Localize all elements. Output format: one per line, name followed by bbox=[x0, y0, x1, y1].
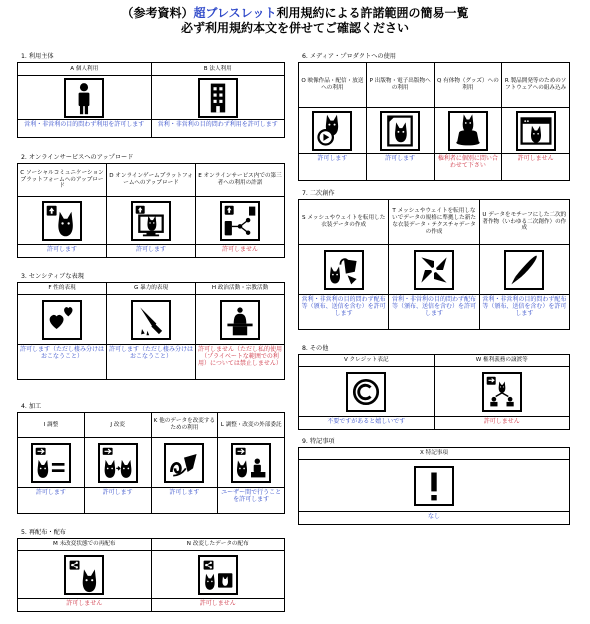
item-result: 許可します bbox=[317, 155, 348, 162]
permission-item bbox=[389, 200, 479, 329]
modify-icon bbox=[98, 443, 138, 483]
permission-item bbox=[299, 355, 435, 429]
transfer-icon bbox=[482, 372, 522, 412]
permission-item bbox=[299, 200, 389, 329]
permission-table bbox=[298, 62, 570, 181]
item-picture bbox=[480, 245, 569, 295]
item-header: B 法人利用 bbox=[152, 63, 285, 76]
item-header: X 特記事項 bbox=[299, 448, 569, 460]
section-label: 8. その他 bbox=[302, 345, 329, 352]
item-header: L 調整・改変の外部委託 bbox=[218, 413, 284, 438]
item-picture bbox=[85, 438, 151, 488]
section-label: 7. 二次創作 bbox=[302, 190, 335, 197]
item-picture bbox=[299, 460, 569, 512]
permission-item bbox=[85, 413, 152, 513]
item-result: 許可しません bbox=[66, 600, 103, 607]
redistribute-icon bbox=[64, 555, 104, 595]
book-icon bbox=[380, 111, 420, 151]
item-header: N 改変したデータの配布 bbox=[152, 539, 285, 551]
permission-table bbox=[17, 282, 285, 380]
transform-icon bbox=[164, 443, 204, 483]
item-header: A 個人利用 bbox=[18, 63, 151, 76]
item-picture bbox=[107, 295, 195, 345]
item-result: 許可しません bbox=[517, 155, 554, 162]
upload-cat-icon bbox=[42, 201, 82, 241]
permission-item bbox=[218, 413, 285, 513]
permission-item bbox=[196, 164, 285, 257]
video-play-icon bbox=[312, 111, 352, 151]
section-label: 5. 再配布・配布 bbox=[21, 529, 66, 536]
person-icon bbox=[64, 78, 104, 118]
permission-item bbox=[435, 355, 571, 429]
item-header: J 改変 bbox=[85, 413, 151, 438]
permission-item bbox=[18, 413, 85, 513]
item-result: ユーザー間で行うことを許可します bbox=[221, 489, 282, 504]
item-header: E オンラインサービス内での第三者への利用の許諾 bbox=[196, 164, 284, 197]
item-picture bbox=[299, 367, 434, 417]
item-result: 営利・非営利の目的問わず利用を許可します bbox=[24, 121, 145, 128]
item-header: Q 有体物（グッズ）への利用 bbox=[435, 63, 502, 108]
item-result: 許可します bbox=[135, 246, 166, 253]
item-header: S メッシュやウェイトを転用した衣装データの作成 bbox=[299, 200, 388, 245]
item-picture bbox=[299, 108, 366, 154]
section-label: 3. センシティブな表現 bbox=[21, 273, 84, 280]
permission-table bbox=[298, 199, 570, 330]
fabric-icon bbox=[414, 250, 454, 290]
distribute-modified-icon bbox=[198, 555, 238, 595]
item-header: R 製品開発等のためのソフトウェアへの組み込み bbox=[502, 63, 569, 108]
item-picture bbox=[18, 438, 84, 488]
building-icon bbox=[198, 78, 238, 118]
item-picture bbox=[389, 245, 478, 295]
item-header: F 性的表現 bbox=[18, 283, 106, 295]
hearts-icon bbox=[42, 300, 82, 340]
item-header: W 権利義務の譲渡等 bbox=[435, 355, 570, 367]
permission-item bbox=[18, 63, 152, 137]
permission-item bbox=[152, 539, 286, 611]
item-header: C ソーシャルコミュニケーションプラットフォームへのアップロード bbox=[18, 164, 106, 197]
item-result: 許可しません bbox=[483, 418, 520, 425]
item-picture bbox=[435, 108, 502, 154]
adjust-icon bbox=[31, 443, 71, 483]
item-picture bbox=[152, 551, 285, 599]
item-result: 許可しません（ただし私的使用（プライベートな範囲での利用）については禁止しません） bbox=[198, 346, 283, 368]
item-result: 許可します bbox=[169, 489, 200, 496]
item-result: 営利・非営利の目的問わず配布等（頒布、送信を含む）を許可します bbox=[482, 296, 567, 318]
item-picture bbox=[152, 76, 285, 120]
item-result: 権利者に個別に問い合わせて下さい bbox=[437, 155, 498, 170]
podium-icon bbox=[220, 300, 260, 340]
permission-table bbox=[298, 354, 570, 430]
permission-item bbox=[502, 63, 570, 180]
item-header: D オンラインゲームプラットフォームへのアップロード bbox=[107, 164, 195, 197]
item-result: 許可します bbox=[35, 489, 66, 496]
figurine-icon bbox=[448, 111, 488, 151]
item-result: なし bbox=[427, 513, 440, 520]
page-subtitle: 必ず利用規約本文を併せてご確認ください bbox=[180, 21, 409, 35]
permission-item bbox=[152, 413, 219, 513]
permission-table bbox=[17, 412, 285, 514]
permission-table bbox=[298, 447, 570, 525]
section-label: 6. メディア・プロダクトへの使用 bbox=[302, 53, 396, 60]
permission-item bbox=[367, 63, 435, 180]
exclamation-icon bbox=[414, 466, 454, 506]
item-picture bbox=[18, 295, 106, 345]
item-result: 営利・非営利の目的問わず配布等（頒布、送信を含む）を許可します bbox=[391, 296, 476, 318]
permission-item bbox=[18, 283, 107, 379]
section-label: 1. 利用主体 bbox=[21, 53, 54, 60]
section-label: 2. オンラインサービスへのアップロード bbox=[21, 154, 134, 161]
item-result: 許可します bbox=[102, 489, 133, 496]
item-result: 許可します（ただし棲み分けはおこなうこと） bbox=[109, 346, 194, 361]
item-picture bbox=[196, 197, 284, 245]
item-picture bbox=[18, 76, 151, 120]
item-header: V クレジット表記 bbox=[299, 355, 434, 367]
permission-item bbox=[107, 164, 196, 257]
page-title: （参考資料）超ブレスレット利用規約による許諾範囲の簡易一覧 bbox=[121, 6, 469, 20]
item-header: P 出版物・電子出版物への利用 bbox=[367, 63, 434, 108]
permission-item bbox=[299, 63, 367, 180]
permission-table bbox=[17, 62, 285, 138]
share-network-icon bbox=[220, 201, 260, 241]
permission-item bbox=[299, 448, 570, 524]
item-picture bbox=[196, 295, 284, 345]
item-header: I 調整 bbox=[18, 413, 84, 438]
item-header: U データをモチーフにした二次的著作物（いわゆる二次創作）の作成 bbox=[480, 200, 569, 245]
item-picture bbox=[218, 438, 284, 488]
item-picture bbox=[152, 438, 218, 488]
item-picture bbox=[299, 245, 388, 295]
item-picture bbox=[367, 108, 434, 154]
item-header: M 未改変状態での再配布 bbox=[18, 539, 151, 551]
item-result: 営利・非営利の目的問わず配布等（頒布、送信を含む）を許可します bbox=[301, 296, 386, 318]
permission-item bbox=[18, 539, 152, 611]
permission-item bbox=[435, 63, 503, 180]
item-picture bbox=[18, 197, 106, 245]
item-result: 許可します（ただし棲み分けはおこなうこと） bbox=[20, 346, 105, 361]
knife-icon bbox=[131, 300, 171, 340]
permission-item bbox=[18, 164, 107, 257]
item-picture bbox=[107, 197, 195, 245]
section-label: 9. 特記事項 bbox=[302, 438, 335, 445]
item-result: 営利・非営利の目的問わず利用を許可します bbox=[157, 121, 278, 128]
permission-table bbox=[17, 538, 285, 612]
item-result: 許可します bbox=[46, 246, 77, 253]
game-monitor-icon bbox=[131, 201, 171, 241]
outsource-icon bbox=[231, 443, 271, 483]
item-picture bbox=[502, 108, 569, 154]
permission-item bbox=[480, 200, 570, 329]
permission-table bbox=[17, 163, 285, 258]
software-window-icon bbox=[516, 111, 556, 151]
mesh-icon bbox=[324, 250, 364, 290]
item-result: 許可しません bbox=[199, 600, 236, 607]
section-label: 4. 加工 bbox=[21, 403, 42, 410]
item-header: G 暴力的表現 bbox=[107, 283, 195, 295]
item-header: T メッシュやウェイトを転用しないでデータの規格に準拠した新たな衣装データ・テクスチャデータの作成 bbox=[389, 200, 478, 245]
item-result: 不要ですがあると嬉しいです bbox=[327, 418, 406, 425]
copyright-icon bbox=[346, 372, 386, 412]
item-header: O 映像作品・配信・放送への利用 bbox=[299, 63, 366, 108]
item-picture bbox=[435, 367, 570, 417]
pen-icon bbox=[504, 250, 544, 290]
item-result: 許可しません bbox=[221, 246, 258, 253]
permission-item bbox=[152, 63, 286, 137]
item-header: H 政治活動・宗教活動 bbox=[196, 283, 284, 295]
item-header: K 他のデータを改変するための利用 bbox=[152, 413, 218, 438]
item-picture bbox=[18, 551, 151, 599]
item-result: 許可します bbox=[385, 155, 416, 162]
permission-item bbox=[107, 283, 196, 379]
permission-item bbox=[196, 283, 285, 379]
